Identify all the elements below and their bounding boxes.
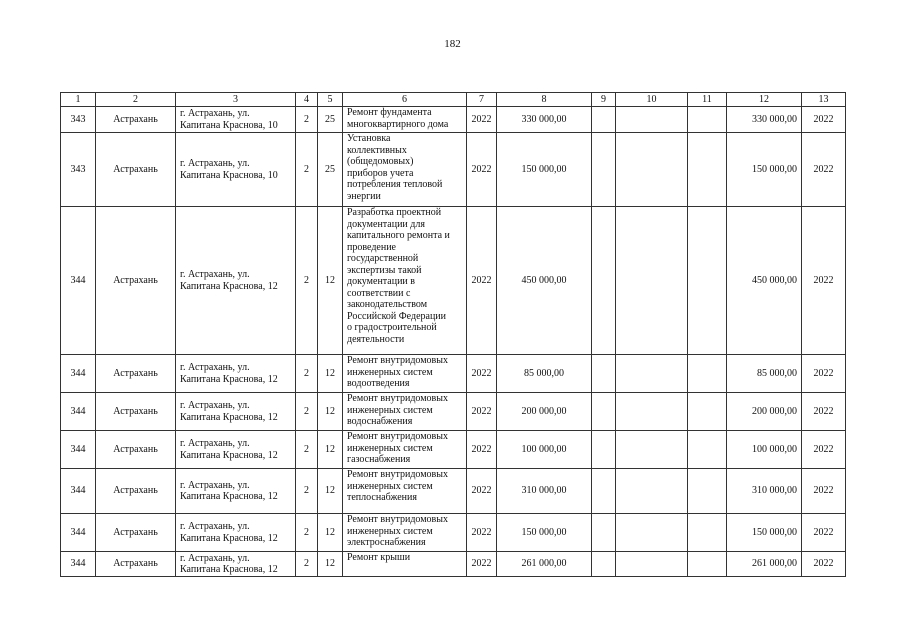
work-type-cell xyxy=(343,514,467,552)
address-cell-line: г. Астрахань, ул. xyxy=(180,521,250,532)
total-cost-cell: 450 000,00 xyxy=(497,207,592,355)
cell-col-11 xyxy=(688,469,727,514)
cell-col-5: 12 xyxy=(318,207,343,355)
year-cell: 2022 xyxy=(467,207,497,355)
year-cell: 2022 xyxy=(467,552,497,577)
city-cell: Астрахань xyxy=(96,207,176,355)
cell-col-13: 2022 xyxy=(802,469,846,514)
column-header: 8 xyxy=(497,93,592,107)
year-cell: 2022 xyxy=(467,514,497,552)
address-cell-line: Капитана Краснова, 12 xyxy=(180,449,278,461)
column-header: 13 xyxy=(802,93,846,107)
table-body xyxy=(61,107,846,577)
address-cell xyxy=(176,514,296,552)
column-header: 10 xyxy=(616,93,688,107)
cell-col-9 xyxy=(592,469,616,514)
cell-col-5: 12 xyxy=(318,514,343,552)
column-header: 9 xyxy=(592,93,616,107)
row-number: 344 xyxy=(61,393,96,431)
address-cell xyxy=(176,431,296,469)
row-number: 344 xyxy=(61,431,96,469)
address-cell-line: Капитана Краснова, 12 xyxy=(180,532,278,544)
city-cell: Астрахань xyxy=(96,133,176,207)
cell-col-10 xyxy=(616,393,688,431)
work-type-cell-line: водоснабжения xyxy=(347,416,413,427)
work-type-cell-line: документации для xyxy=(347,218,425,230)
work-type-cell-line: потребления тепловой xyxy=(347,179,443,190)
work-type-cell-line: многоквартирного дома xyxy=(347,118,449,130)
row-number: 344 xyxy=(61,469,96,514)
work-type-cell-line: инженерных систем xyxy=(347,442,433,454)
work-type-cell xyxy=(343,207,467,355)
page-number: 182 xyxy=(444,38,461,50)
address-cell-line: Капитана Краснова, 12 xyxy=(180,373,278,385)
year-cell: 2022 xyxy=(467,355,497,393)
total-cost-cell: 330 000,00 xyxy=(497,107,592,133)
year-cell: 2022 xyxy=(467,393,497,431)
cell-col-11 xyxy=(688,393,727,431)
column-header: 4 xyxy=(296,93,318,107)
total-cost-cell: 310 000,00 xyxy=(497,469,592,514)
work-type-cell-line: государственной xyxy=(347,253,419,264)
row-number: 344 xyxy=(61,355,96,393)
column-header: 6 xyxy=(343,93,467,107)
cell-col-10 xyxy=(616,469,688,514)
total-cost-cell: 150 000,00 xyxy=(497,514,592,552)
cell-col-10 xyxy=(616,552,688,577)
cell-col-4: 2 xyxy=(296,393,318,431)
work-type-cell-line: деятельности xyxy=(347,333,405,345)
address-cell xyxy=(176,133,296,207)
cell-col-5: 12 xyxy=(318,393,343,431)
cell-col-9 xyxy=(592,393,616,431)
work-type-cell xyxy=(343,133,467,207)
total-cost-cell: 150 000,00 xyxy=(497,133,592,207)
address-cell xyxy=(176,552,296,577)
table-row xyxy=(61,355,846,393)
cell-col-10 xyxy=(616,355,688,393)
cell-col-10 xyxy=(616,107,688,133)
city-cell: Астрахань xyxy=(96,431,176,469)
work-type-cell-line: соответствии с xyxy=(347,287,411,299)
work-type-cell-line: коллективных xyxy=(347,144,407,156)
work-type-cell-line: инженерных систем xyxy=(347,404,433,416)
city-cell: Астрахань xyxy=(96,107,176,133)
cell-col-11 xyxy=(688,207,727,355)
cell-col-10 xyxy=(616,514,688,552)
cell-col-13: 2022 xyxy=(802,514,846,552)
cell-col-12: 150 000,00 xyxy=(727,514,802,552)
column-header: 3 xyxy=(176,93,296,107)
work-type-cell-line: о градостроительной xyxy=(347,322,437,333)
year-cell: 2022 xyxy=(467,469,497,514)
cell-col-12: 200 000,00 xyxy=(727,393,802,431)
cell-col-13: 2022 xyxy=(802,431,846,469)
work-type-cell-line: Российской Федерации xyxy=(347,310,447,322)
cell-col-13: 2022 xyxy=(802,107,846,133)
header-row xyxy=(61,93,846,107)
cell-col-13: 2022 xyxy=(802,133,846,207)
city-cell: Астрахань xyxy=(96,355,176,393)
work-type-cell-line: экспертизы такой xyxy=(347,264,422,276)
column-header: 5 xyxy=(318,93,343,107)
cell-col-13: 2022 xyxy=(802,393,846,431)
cell-col-11 xyxy=(688,133,727,207)
work-type-cell-line: Ремонт внутридомовых xyxy=(347,393,449,404)
address-cell xyxy=(176,355,296,393)
row-number: 344 xyxy=(61,552,96,577)
work-type-cell-line: инженерных систем xyxy=(347,525,433,537)
work-type-cell-line: Разработка проектной xyxy=(347,207,442,218)
work-type-cell-line: электроснабжения xyxy=(347,537,426,548)
work-type-cell-line: газоснабжения xyxy=(347,454,411,465)
cell-col-9 xyxy=(592,431,616,469)
work-type-cell xyxy=(343,552,467,577)
cell-col-13: 2022 xyxy=(802,552,846,577)
work-type-cell xyxy=(343,355,467,393)
table-row xyxy=(61,469,846,514)
cell-col-11 xyxy=(688,355,727,393)
cell-col-9 xyxy=(592,355,616,393)
cell-col-12: 310 000,00 xyxy=(727,469,802,514)
table-row xyxy=(61,207,846,355)
cell-col-5: 25 xyxy=(318,107,343,133)
work-type-cell-line: документации в xyxy=(347,276,415,287)
work-type-cell xyxy=(343,393,467,431)
cell-col-10 xyxy=(616,133,688,207)
cell-col-5: 12 xyxy=(318,431,343,469)
city-cell: Астрахань xyxy=(96,393,176,431)
table-row xyxy=(61,552,846,577)
column-header: 2 xyxy=(96,93,176,107)
cell-col-13: 2022 xyxy=(802,207,846,355)
row-number: 343 xyxy=(61,133,96,207)
address-cell-line: г. Астрахань, ул. xyxy=(180,362,250,373)
address-cell-line: Капитана Краснова, 12 xyxy=(180,280,278,292)
table-row xyxy=(61,514,846,552)
cell-col-10 xyxy=(616,431,688,469)
cell-col-9 xyxy=(592,514,616,552)
cell-col-4: 2 xyxy=(296,207,318,355)
cell-col-9 xyxy=(592,552,616,577)
address-cell xyxy=(176,469,296,514)
address-cell-line: Капитана Краснова, 12 xyxy=(180,564,278,575)
address-cell xyxy=(176,207,296,355)
city-cell: Астрахань xyxy=(96,469,176,514)
cell-col-4: 2 xyxy=(296,133,318,207)
cell-col-9 xyxy=(592,133,616,207)
work-type-cell-line: Установка xyxy=(347,133,391,144)
address-cell-line: Капитана Краснова, 10 xyxy=(180,169,278,181)
work-type-cell-line: Ремонт внутридомовых xyxy=(347,431,449,442)
work-type-cell xyxy=(343,469,467,514)
address-cell-line: г. Астрахань, ул. xyxy=(180,269,250,280)
cell-col-5: 12 xyxy=(318,552,343,577)
table-row xyxy=(61,393,846,431)
work-type-cell-line: капитального ремонта и xyxy=(347,230,450,241)
address-cell-line: г. Астрахань, ул. xyxy=(180,438,250,449)
column-header: 7 xyxy=(467,93,497,107)
cell-col-12: 150 000,00 xyxy=(727,133,802,207)
address-cell-line: Капитана Краснова, 12 xyxy=(180,491,278,502)
row-number: 344 xyxy=(61,514,96,552)
work-type-cell-line: энергии xyxy=(347,190,381,202)
work-type-cell-line: приборов учета xyxy=(347,167,414,179)
cell-col-9 xyxy=(592,107,616,133)
cell-col-10 xyxy=(616,207,688,355)
total-cost-cell: 85 000,00 xyxy=(497,355,592,393)
cell-col-9 xyxy=(592,207,616,355)
address-cell-line: г. Астрахань, ул. xyxy=(180,552,250,564)
total-cost-cell: 261 000,00 xyxy=(497,552,592,577)
cell-col-12: 450 000,00 xyxy=(727,207,802,355)
table-row xyxy=(61,133,846,207)
work-type-cell-line: Ремонт внутридомовых xyxy=(347,469,449,480)
cell-col-5: 12 xyxy=(318,469,343,514)
total-cost-cell: 200 000,00 xyxy=(497,393,592,431)
work-type-cell-line: водоотведения xyxy=(347,378,410,389)
cell-col-11 xyxy=(688,514,727,552)
cell-col-13: 2022 xyxy=(802,355,846,393)
cell-col-4: 2 xyxy=(296,552,318,577)
column-header: 1 xyxy=(61,93,96,107)
address-cell-line: г. Астрахань, ул. xyxy=(180,400,250,411)
cell-col-12: 85 000,00 xyxy=(727,355,802,393)
row-number: 344 xyxy=(61,207,96,355)
city-cell: Астрахань xyxy=(96,514,176,552)
work-type-cell xyxy=(343,431,467,469)
cell-col-12: 330 000,00 xyxy=(727,107,802,133)
cell-col-11 xyxy=(688,107,727,133)
work-type-cell-line: инженерных систем xyxy=(347,366,433,378)
address-cell-line: Капитана Краснова, 10 xyxy=(180,119,278,131)
cell-col-12: 100 000,00 xyxy=(727,431,802,469)
work-type-cell-line: теплоснабжения xyxy=(347,492,417,503)
cell-col-4: 2 xyxy=(296,431,318,469)
cell-col-4: 2 xyxy=(296,355,318,393)
work-type-cell-line: Ремонт внутридомовых xyxy=(347,355,449,366)
work-type-cell xyxy=(343,107,467,133)
work-type-cell-line: Ремонт внутридомовых xyxy=(347,514,449,525)
cell-col-4: 2 xyxy=(296,514,318,552)
total-cost-cell: 100 000,00 xyxy=(497,431,592,469)
year-cell: 2022 xyxy=(467,431,497,469)
cell-col-12: 261 000,00 xyxy=(727,552,802,577)
column-header: 11 xyxy=(688,93,727,107)
address-cell-line: г. Астрахань, ул. xyxy=(180,108,250,119)
column-header: 12 xyxy=(727,93,802,107)
work-type-cell-line: проведение xyxy=(347,241,396,253)
work-type-cell-line: инженерных систем xyxy=(347,480,433,492)
work-type-cell-line: Ремонт фундамента xyxy=(347,107,432,118)
year-cell: 2022 xyxy=(467,107,497,133)
capital-repair-table xyxy=(60,92,846,577)
cell-col-4: 2 xyxy=(296,469,318,514)
city-cell: Астрахань xyxy=(96,552,176,577)
cell-col-4: 2 xyxy=(296,107,318,133)
year-cell: 2022 xyxy=(467,133,497,207)
address-cell-line: Капитана Краснова, 12 xyxy=(180,411,278,423)
cell-col-5: 12 xyxy=(318,355,343,393)
work-type-cell-line: (общедомовых) xyxy=(347,156,414,167)
table-row xyxy=(61,431,846,469)
address-cell-line: г. Астрахань, ул. xyxy=(180,479,250,491)
row-number: 343 xyxy=(61,107,96,133)
table-row xyxy=(61,107,846,133)
address-cell-line: г. Астрахань, ул. xyxy=(180,158,250,169)
cell-col-5: 25 xyxy=(318,133,343,207)
work-type-cell-line: Ремонт крыши xyxy=(347,552,411,563)
address-cell xyxy=(176,107,296,133)
work-type-cell-line: законодательством xyxy=(347,299,428,310)
cell-col-11 xyxy=(688,552,727,577)
address-cell xyxy=(176,393,296,431)
cell-col-11 xyxy=(688,431,727,469)
